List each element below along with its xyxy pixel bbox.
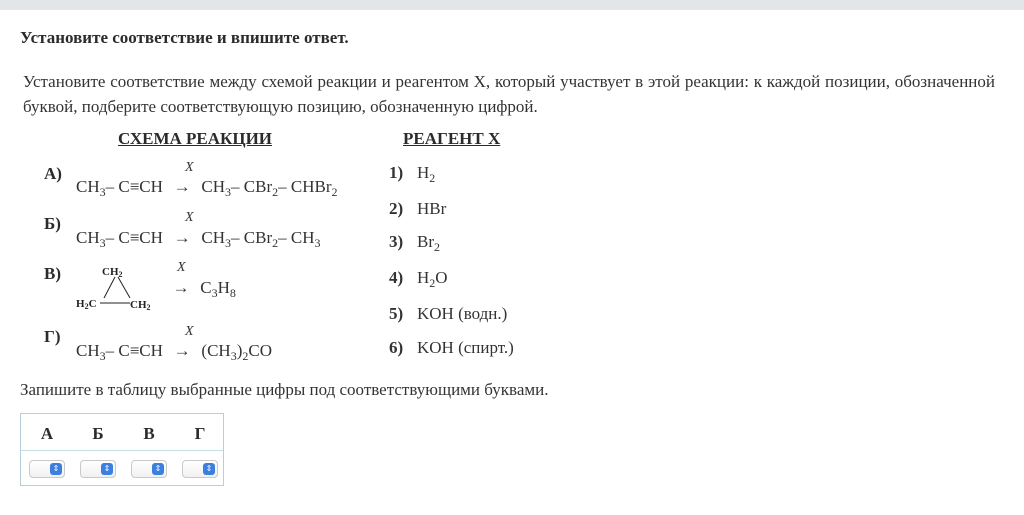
- scheme-column-header: СХЕМА РЕАКЦИИ: [118, 129, 273, 148]
- scheme-label-a: А): [44, 164, 62, 183]
- reagent-6: 6) KOH (спирт.): [389, 338, 514, 357]
- answer-header-g: Г: [194, 424, 206, 443]
- reaction-arrow-icon: →: [173, 341, 191, 360]
- reagent-5: 5) KOH (водн.): [389, 304, 508, 323]
- answer-select-g[interactable]: [182, 460, 218, 478]
- reaction-arrow-icon: →: [172, 278, 190, 297]
- answer-instruction: Запишите в таблицу выбранные цифры под соответствующими буквами.: [20, 380, 549, 399]
- answer-header-a: А: [40, 424, 54, 443]
- scheme-label-g: Г): [44, 327, 61, 346]
- task-intro: Установите соответствие между схемой реакции и реагентом X, который участвует в этой реакции: к каждой позиции, обозначенной буквой, подберите соответствующую позицию, обозначенную цифрой.: [23, 72, 995, 116]
- answer-header-b: Б: [92, 424, 104, 443]
- table-divider: [21, 450, 223, 451]
- scheme-g-equation: $CH_3-$ $C\equiv CH \to (CH_3)_2CO$: [76, 341, 272, 363]
- select-arrows-icon: ⇕: [101, 463, 113, 475]
- arrow-label-x-g: X: [185, 324, 194, 339]
- task-heading: Установите соответствие и впишите ответ.: [20, 28, 349, 47]
- select-arrows-icon: ⇕: [50, 463, 62, 475]
- scheme-label-v: В): [44, 264, 61, 283]
- scheme-b-equation: $CH_3-$ $C\equiv CH \to CH_3-$ CBr$_2$– $CH_3$: [76, 228, 321, 250]
- answer-header-v: В: [143, 424, 155, 443]
- select-arrows-icon: ⇕: [152, 463, 164, 475]
- cyclopropane-structure-icon: [74, 262, 164, 314]
- answer-select-a[interactable]: [29, 460, 65, 478]
- svg-text:CH2: CH2: [102, 266, 123, 279]
- scheme-v-equation: → $C_3H_8$: [166, 278, 236, 298]
- arrow-label-x-v: X: [177, 260, 186, 275]
- svg-text:CH2: CH2: [130, 299, 151, 312]
- reagent-4: 4) $H_2O$: [389, 268, 448, 290]
- reagent-2: 2) HBr: [389, 199, 447, 218]
- answer-table: [20, 413, 224, 486]
- answer-select-v[interactable]: [131, 460, 167, 478]
- reaction-arrow-icon: →: [173, 177, 191, 196]
- reagent-column-header: РЕАГЕНТ X: [403, 129, 501, 148]
- top-bar: [0, 0, 1024, 10]
- scheme-a-equation: $CH_3-$ $C\equiv CH \to CH_3-$ CBr$_2$– CHBr$_2$: [76, 177, 338, 199]
- reaction-arrow-icon: →: [173, 228, 191, 247]
- svg-text:H2C: H2C: [76, 298, 97, 311]
- scheme-label-b: Б): [44, 214, 61, 233]
- arrow-label-x-a: X: [185, 160, 194, 175]
- arrow-label-x-b: X: [185, 210, 194, 225]
- reagent-1: 1) $H_2$: [389, 163, 436, 185]
- select-arrows-icon: ⇕: [203, 463, 215, 475]
- answer-select-b[interactable]: [80, 460, 116, 478]
- reagent-3: 3) $Br_2$: [389, 232, 440, 254]
